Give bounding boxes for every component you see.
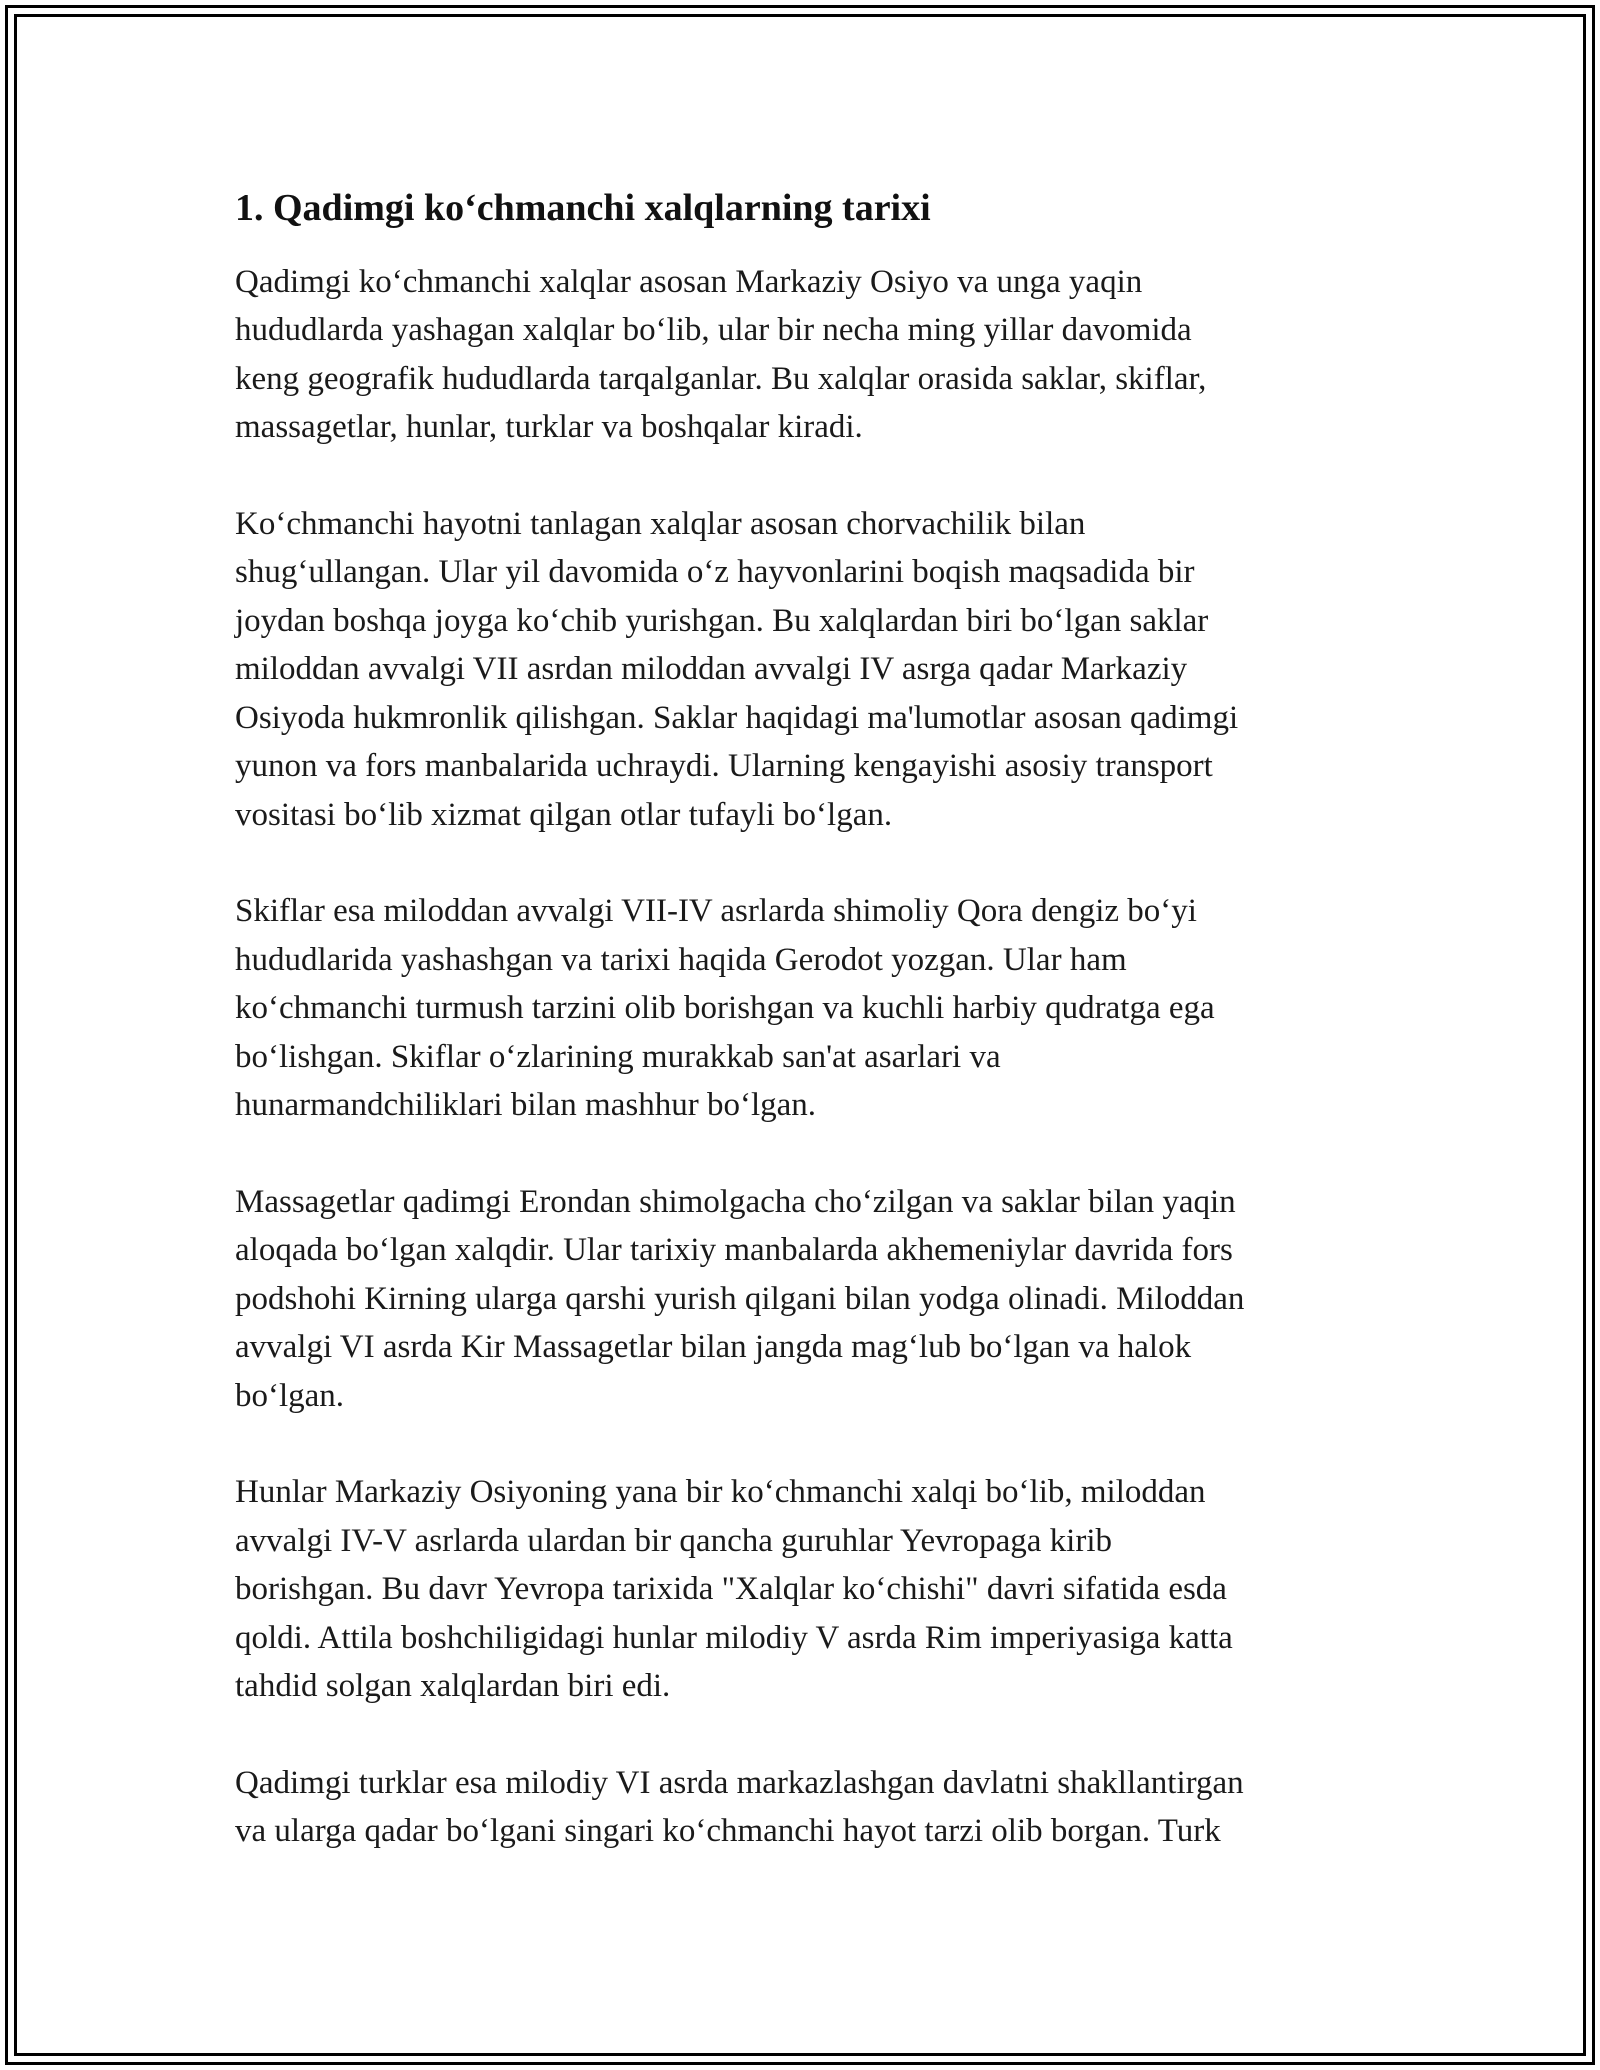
paragraph-line: tahdid solgan xalqlardan biri edi. — [235, 1668, 671, 1705]
paragraph — [235, 1178, 1375, 1421]
paragraph-line: Osiyoda hukmronlik qilishgan. Saklar haqidagi ma'lumotlar asosan qadimgi — [235, 699, 1239, 736]
paragraph — [235, 1759, 1375, 1856]
paragraph-line: Qadimgi turklar esa milodiy VI asrda markazlashgan davlatni shakllantirgan — [235, 1764, 1244, 1801]
section-heading: 1. Qadimgi ko‘chmanchi xalqlarning tarixi — [235, 187, 931, 229]
paragraph-line: borishgan. Bu davr Yevropa tarixida "Xalqlar ko‘chishi" davri sifatida esda — [235, 1571, 1227, 1608]
paragraph-line: joydan boshqa joyga ko‘chib yurishgan. Bu xalqlardan biri bo‘lgan saklar — [235, 602, 1209, 639]
document-body — [235, 186, 1375, 1904]
paragraph-line: hunarmandchiliklari bilan mashhur bo‘lgan. — [235, 1087, 817, 1124]
paragraph-line: bo‘lgan. — [235, 1377, 345, 1414]
paragraph-list — [235, 258, 1375, 1856]
paragraph — [235, 887, 1375, 1130]
paragraph-line: Qadimgi ko‘chmanchi xalqlar asosan Markaziy Osiyo va unga yaqin — [235, 263, 1143, 300]
paragraph-line: hududlarida yashashgan va tarixi haqida Gerodot yozgan. Ular ham — [235, 941, 1127, 978]
paragraph-line: keng geografik hududlarda tarqalganlar. Bu xalqlar orasida saklar, skiflar, — [235, 360, 1207, 397]
paragraph-line: aloqada bo‘lgan xalqdir. Ular tarixiy manbalarda akhemeniylar davrida fors — [235, 1232, 1233, 1269]
paragraph-line: miloddan avvalgi VII asrdan miloddan avvalgi IV asrga qadar Markaziy — [235, 651, 1188, 688]
paragraph-line: avvalgi IV-V asrlarda ulardan bir qancha guruhlar Yevropaga kirib — [235, 1522, 1112, 1559]
paragraph-line: ko‘chmanchi turmush tarzini olib borishgan va kuchli harbiy qudratga ega — [235, 990, 1215, 1027]
paragraph-line: qoldi. Attila boshchiligidagi hunlar milodiy V asrda Rim imperiyasiga katta — [235, 1619, 1233, 1656]
paragraph-line: yunon va fors manbalarida uchraydi. Ularning kengayishi asosiy transport — [235, 748, 1213, 785]
paragraph — [235, 500, 1375, 840]
paragraph-line: podshohi Kirning ularga qarshi yurish qilgani bilan yodga olinadi. Miloddan — [235, 1280, 1245, 1317]
paragraph-line: bo‘lishgan. Skiflar o‘zlarining murakkab san'at asarlari va — [235, 1038, 1001, 1075]
paragraph-line: Skiflar esa miloddan avvalgi VII-IV asrlarda shimoliy Qora dengiz bo‘yi — [235, 893, 1197, 930]
paragraph-line: Hunlar Markaziy Osiyoning yana bir ko‘chmanchi xalqi bo‘lib, miloddan — [235, 1474, 1206, 1511]
paragraph-line: vositasi bo‘lib xizmat qilgan otlar tufayli bo‘lgan. — [235, 796, 893, 833]
paragraph — [235, 258, 1375, 452]
paragraph — [235, 1468, 1375, 1711]
paragraph-line: hududlarda yashagan xalqlar bo‘lib, ular bir necha ming yillar davomida — [235, 312, 1192, 349]
paragraph-line: Ko‘chmanchi hayotni tanlagan xalqlar asosan chorvachilik bilan — [235, 505, 1086, 542]
paragraph-line: massagetlar, hunlar, turklar va boshqalar kiradi. — [235, 409, 863, 446]
paragraph-line: shug‘ullangan. Ular yil davomida o‘z hayvonlarini boqish maqsadida bir — [235, 554, 1195, 591]
paragraph-line: avvalgi VI asrda Kir Massagetlar bilan jangda mag‘lub bo‘lgan va halok — [235, 1329, 1192, 1366]
paragraph-line: va ularga qadar bo‘lgani singari ko‘chmanchi hayot tarzi olib borgan. Turk — [235, 1813, 1221, 1850]
paragraph-line: Massagetlar qadimgi Erondan shimolgacha cho‘zilgan va saklar bilan yaqin — [235, 1183, 1236, 1220]
